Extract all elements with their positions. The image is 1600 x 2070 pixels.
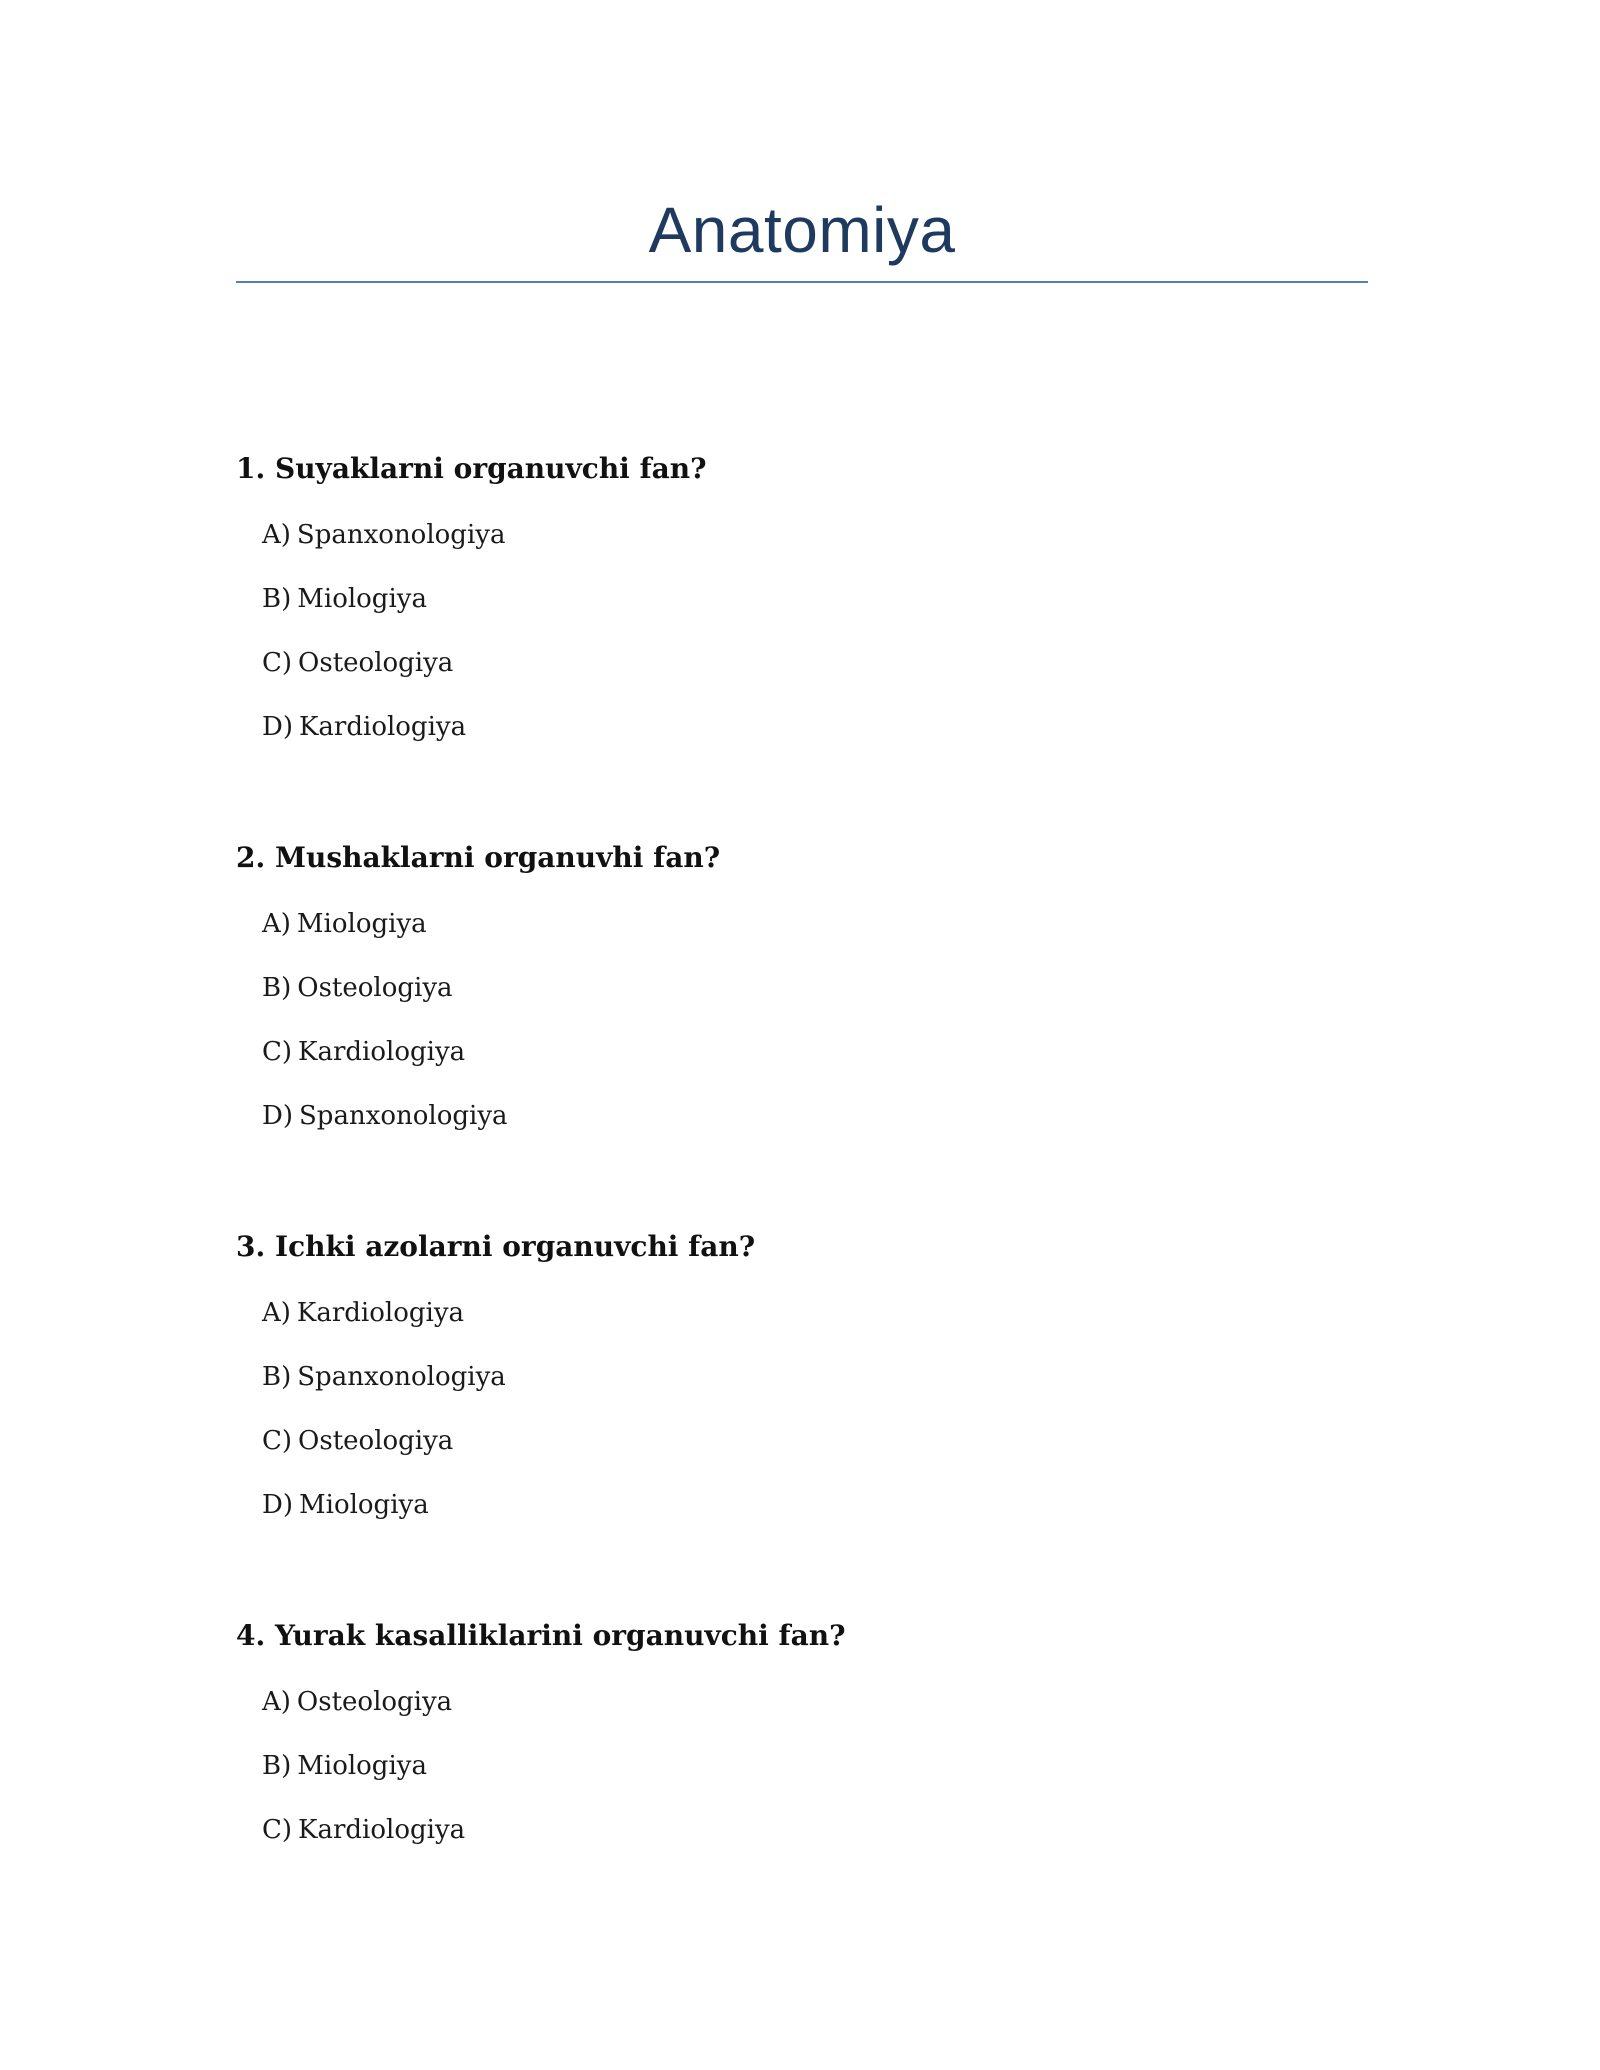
option-letter: C) [262, 1037, 293, 1067]
option-c [236, 1035, 1368, 1069]
option-letter: D) [262, 712, 293, 742]
option-text: Kardiologiya [298, 1815, 466, 1845]
option-letter: D) [262, 1101, 293, 1131]
question-2 [236, 840, 1368, 1133]
option-d [236, 1488, 1368, 1522]
question-text: 2. Mushaklarni organuvhi fan? [236, 841, 721, 874]
option-text: Kardiologiya [299, 712, 467, 742]
question-text: 3. Ichki azolarni organuvchi fan? [236, 1230, 756, 1263]
option-letter: B) [262, 584, 292, 614]
option-text: Kardiologiya [296, 1298, 465, 1328]
option-text: Kardiologiya [298, 1037, 466, 1067]
option-d [236, 710, 1368, 744]
option-text: Miologiya [296, 909, 427, 939]
option-b [236, 971, 1368, 1005]
option-c [236, 1813, 1368, 1847]
option-letter: C) [262, 1815, 293, 1845]
option-text: Miologiya [297, 1751, 427, 1781]
option-letter: C) [262, 648, 293, 678]
option-a [236, 518, 1368, 552]
option-letter: C) [262, 1426, 293, 1456]
option-a [236, 907, 1368, 941]
option-b [236, 1360, 1368, 1394]
option-a [236, 1296, 1368, 1330]
option-text: Spanxonologiya [299, 1101, 508, 1131]
option-letter: A) [262, 520, 291, 550]
option-a [236, 1685, 1368, 1719]
question-text: 4. Yurak kasalliklarini organuvchi fan? [236, 1619, 846, 1652]
document-title: Anatomiya [648, 194, 956, 266]
option-text: Osteologiya [297, 973, 453, 1003]
option-c [236, 1424, 1368, 1458]
option-letter: A) [262, 909, 291, 939]
option-text: Spanxonologiya [296, 520, 506, 550]
option-text: Spanxonologiya [297, 1362, 506, 1392]
option-text: Osteologiya [296, 1687, 453, 1717]
question-3 [236, 1229, 1368, 1522]
option-letter: A) [262, 1298, 291, 1328]
option-letter: D) [262, 1490, 293, 1520]
option-text: Miologiya [299, 1490, 429, 1520]
option-b [236, 582, 1368, 616]
option-letter: B) [262, 1362, 292, 1392]
question-4 [236, 1618, 1368, 1847]
option-b [236, 1749, 1368, 1783]
option-text: Osteologiya [298, 1426, 454, 1456]
option-text: Osteologiya [298, 648, 454, 678]
option-c [236, 646, 1368, 680]
question-1 [236, 451, 1368, 744]
option-letter: B) [262, 1751, 292, 1781]
title-underline [236, 281, 1368, 283]
option-d [236, 1099, 1368, 1133]
option-letter: A) [262, 1687, 291, 1717]
question-text: 1. Suyaklarni organuvchi fan? [236, 452, 707, 485]
option-letter: B) [262, 973, 292, 1003]
option-text: Miologiya [297, 584, 427, 614]
